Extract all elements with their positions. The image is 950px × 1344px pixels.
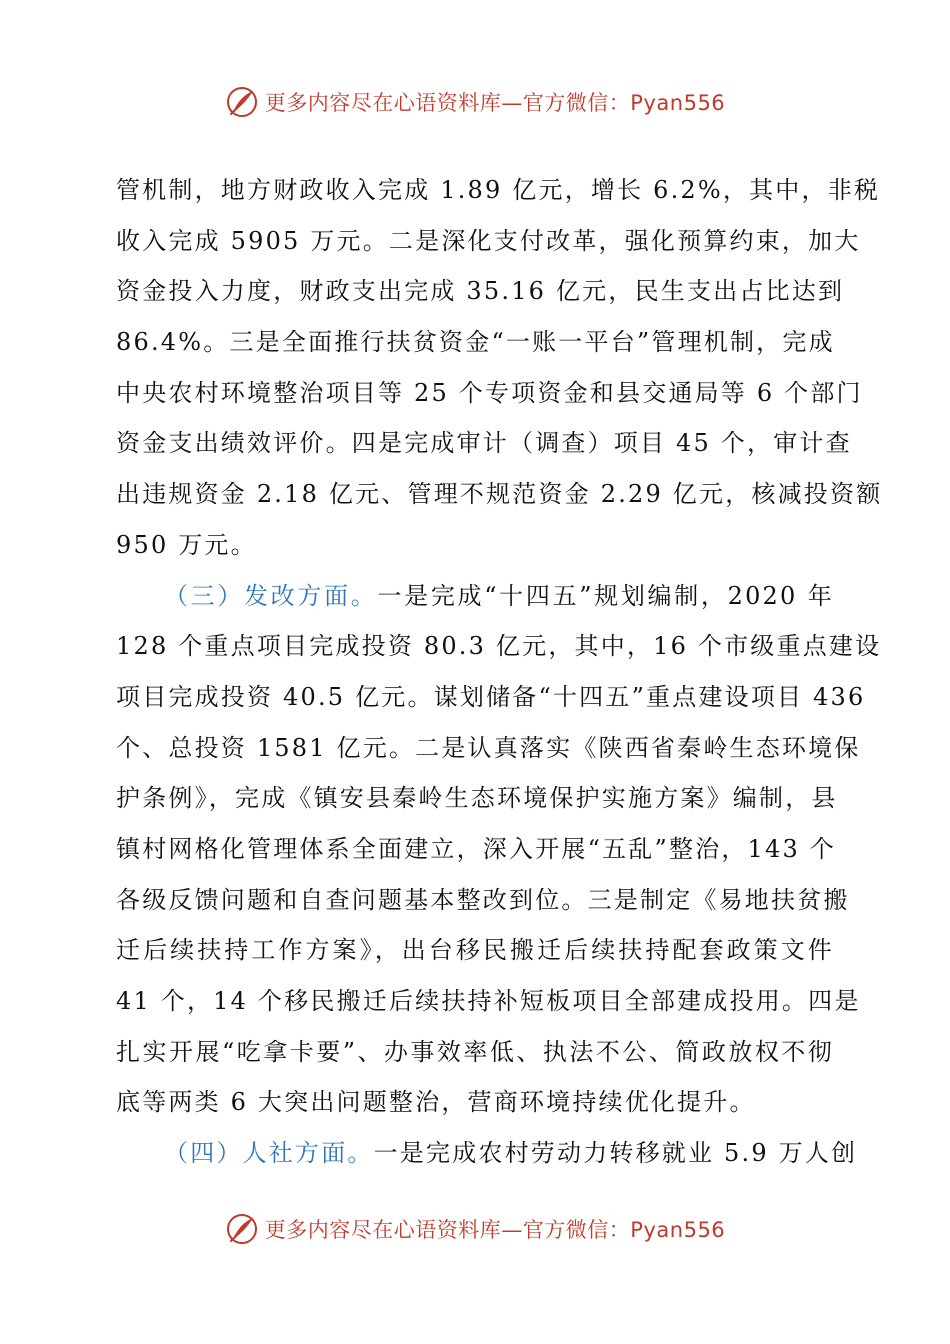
header-banner — [0, 80, 950, 124]
text-line: 管机制，地方财政收入完成 1.89 亿元，增长 6.2%，其中，非税 — [116, 176, 881, 204]
text-line: 收入完成 5905 万元。二是深化支付改革，强化预算约束，加大 — [116, 226, 861, 255]
text-line: 项目完成投资 40.5 亿元。谋划储备“十四五”重点建设项目 436 — [116, 682, 866, 711]
text-line: 底等两类 6 大突出问题整治，营商环境持续优化提升。 — [116, 1088, 756, 1117]
text-line: 41 个，14 个移民搬迁后续扶持补短板项目全部建成投用。四是 — [116, 987, 861, 1015]
text-line: 中央农村环境整治项目等 25 个专项资金和县交通局等 6 个部门 — [116, 378, 863, 407]
text-line: 资金支出绩效评价。四是完成审计（调查）项目 45 个，审计查 — [116, 429, 852, 458]
text-line: 迁后续扶持工作方案》，出台移民搬迁后续扶持配套政策文件 — [116, 936, 834, 965]
text-line: 各级反馈问题和自查问题基本整改到位。三是制定《易地扶贫搬 — [116, 885, 850, 914]
section-first-line — [116, 571, 834, 622]
paragraph-human-resources — [116, 1128, 858, 1179]
section-first-line — [116, 1128, 858, 1179]
banner-text — [265, 1214, 725, 1244]
document-body — [116, 165, 883, 1179]
banner-wechat: 官方微信：Pyan556 — [522, 1218, 726, 1242]
banner-dash: — — [501, 1218, 523, 1242]
section-heading: （四）人社方面。 — [164, 1139, 374, 1168]
feather-pen-logo-icon — [225, 1212, 259, 1246]
text-line: 86.4%。三是全面推行扶贫资金“一账一平台”管理机制，完成 — [116, 328, 835, 357]
feather-pen-logo-icon — [225, 85, 259, 119]
text-line: 护条例》，完成《镇安县秦岭生态环境保护实施方案》编制，县 — [116, 784, 838, 813]
text-line: 出违规资金 2.18 亿元、管理不规范资金 2.29 亿元，核减投资额 — [116, 480, 883, 509]
banner-title: 更多内容尽在心语资料库 — [264, 1218, 502, 1242]
banner-title: 更多内容尽在心语资料库 — [264, 91, 502, 115]
banner-dash: — — [501, 91, 523, 115]
text-line: 资金投入力度，财政支出完成 35.16 亿元，民生支出占比达到 — [116, 277, 845, 306]
text-line: 扎实开展“吃拿卡要”、办事效率低、执法不公、简政放权不彻 — [116, 1037, 834, 1066]
banner-inner — [225, 85, 725, 119]
text-line: 128 个重点项目完成投资 80.3 亿元，其中，16 个市级重点建设 — [116, 632, 882, 661]
banner-text — [265, 87, 725, 117]
text-line: 950 万元。 — [116, 530, 257, 559]
section-heading: （三）发改方面。 — [164, 581, 378, 610]
banner-inner — [225, 1212, 725, 1246]
paragraph-development-reform — [116, 571, 882, 1129]
banner-wechat: 官方微信：Pyan556 — [522, 91, 726, 115]
text-line: 镇村网格化管理体系全面建立，深入开展“五乱”整治，143 个 — [116, 834, 836, 863]
section-first-line-text: 一是完成农村劳动力转移就业 5.9 万人创 — [373, 1139, 858, 1168]
section-first-line-text: 一是完成“十四五”规划编制，2020 年 — [377, 581, 834, 610]
text-line: 个、总投资 1581 亿元。二是认真落实《陕西省秦岭生态环境保 — [116, 733, 861, 762]
paragraph-finance — [116, 165, 883, 571]
footer-banner — [0, 1207, 950, 1251]
